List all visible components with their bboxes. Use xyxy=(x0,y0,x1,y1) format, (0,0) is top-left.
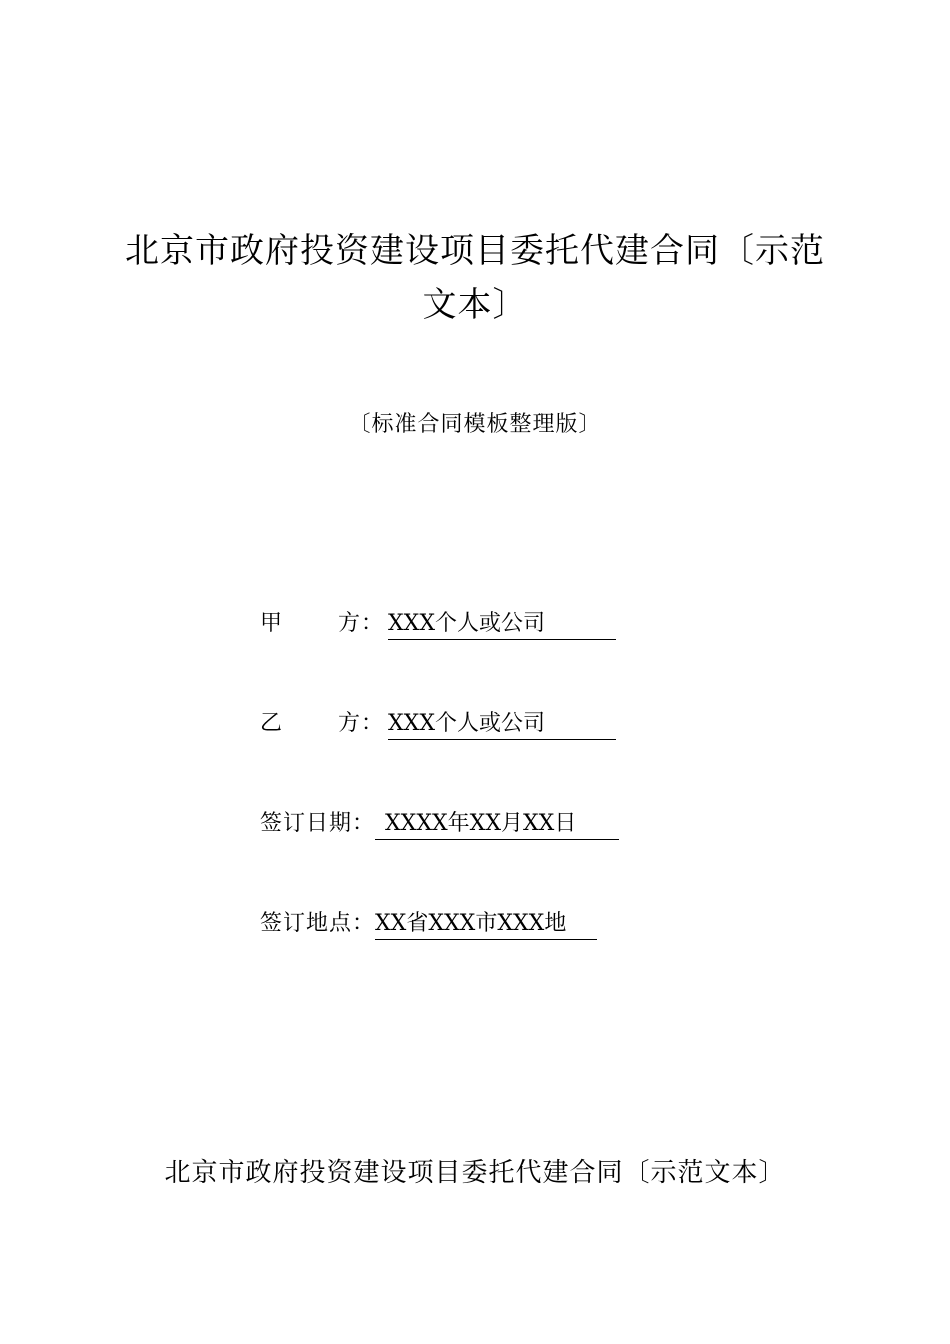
party-a-label xyxy=(260,606,388,642)
document-title-line-1: 北京市政府投资建设项目委托代建合同〔示范 xyxy=(125,231,825,271)
party-b-label-char: 乙 xyxy=(260,711,284,736)
sign-place-row xyxy=(260,906,597,942)
document-title-line-2: 文本〕 xyxy=(422,285,528,325)
document-subtitle: 〔标准合同模板整理版〕 xyxy=(348,412,602,437)
sign-date-value[interactable]: XXXX年XX月XX日 xyxy=(375,809,619,840)
party-a-value[interactable]: XXX个人或公司 xyxy=(388,609,616,640)
sign-date-label: 签订日期： xyxy=(260,811,376,836)
party-a-label-char: 甲 xyxy=(260,611,284,636)
party-a-row xyxy=(260,606,616,642)
party-a-label-suffix: 方： xyxy=(338,611,385,636)
party-b-value[interactable]: XXX个人或公司 xyxy=(388,709,616,740)
sign-date-row xyxy=(260,806,619,842)
party-b-row xyxy=(260,706,616,742)
sign-place-label: 签订地点： xyxy=(260,911,376,936)
party-b-label-suffix: 方： xyxy=(338,711,385,736)
party-b-label xyxy=(260,706,388,742)
sign-place-value[interactable]: XX省XXX市XXX地 xyxy=(375,909,597,940)
footer-title: 北京市政府投资建设项目委托代建合同〔示范文本〕 xyxy=(164,1158,786,1188)
